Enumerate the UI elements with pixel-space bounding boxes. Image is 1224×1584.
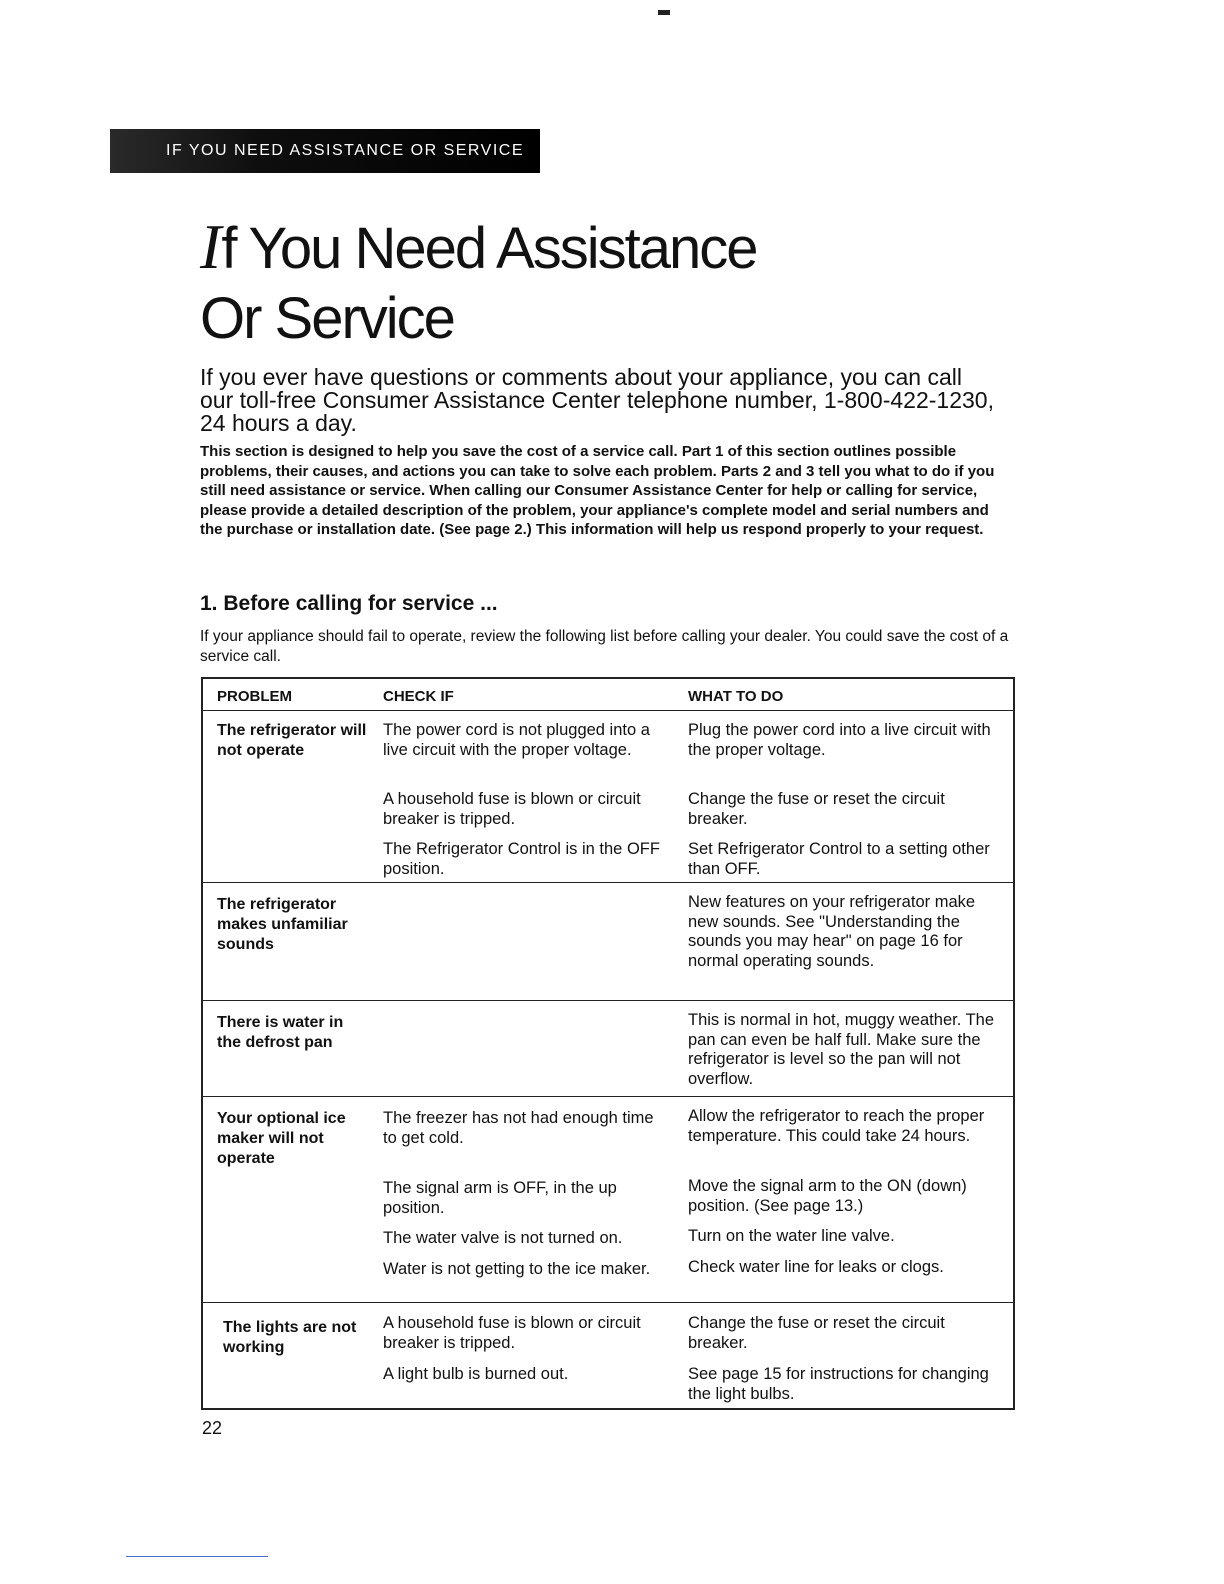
check-cell: The Refrigerator Control is in the OFF position. <box>383 840 660 878</box>
action-cell: This is normal in hot, muggy weather. The pan can even be half full. Make sure the refrigerator is level so the pan will not overflow. <box>688 1011 995 1088</box>
header-problem: PROBLEM <box>217 688 292 705</box>
problem-label: The refrigerator will not operate <box>217 722 367 759</box>
check-cell: The water valve is not turned on. <box>383 1229 623 1247</box>
problem-label: There is water in the defrost pan <box>217 1014 344 1051</box>
problem-group <box>203 883 1013 1001</box>
troubleshooting-table <box>201 677 1015 1410</box>
title-line1: f You Need Assistance <box>221 216 757 281</box>
problem-label: Your optional ice maker will not operate <box>217 1110 346 1167</box>
section-banner-label: IF YOU NEED ASSISTANCE OR SERVICE <box>166 142 525 159</box>
section-banner <box>110 129 540 173</box>
check-cell: Water is not getting to the ice maker. <box>383 1260 651 1278</box>
check-cell: A household fuse is blown or circuit breaker is tripped. <box>383 1314 641 1352</box>
section-heading: 1. Before calling for service ... <box>200 592 498 615</box>
title-initial: I <box>200 211 222 282</box>
check-cell: A household fuse is blown or circuit breaker is tripped. <box>383 790 641 828</box>
action-cell: New features on your refrigerator make new sounds. See "Understanding the sounds you may hear" on page 16 for normal operating sounds. <box>688 893 976 970</box>
intro-lead: If you ever have questions or comments about your appliance, you can call our toll-free Consumer Assistance Center telephone number, 1-800-422-1230, 24 hours a day. <box>200 364 994 436</box>
table-header <box>203 679 1013 711</box>
check-cell: The signal arm is OFF, in the up position. <box>383 1179 617 1217</box>
action-cell: Check water line for leaks or clogs. <box>688 1258 944 1276</box>
title-line2: Or Service <box>200 286 454 351</box>
action-cell: Plug the power cord into a live circuit with the proper voltage. <box>688 721 991 759</box>
check-cell: A light bulb is burned out. <box>383 1365 569 1383</box>
action-cell: Move the signal arm to the ON (down) position. (See page 13.) <box>688 1177 967 1215</box>
action-cell: Change the fuse or reset the circuit breaker. <box>688 1314 945 1352</box>
scan-mark <box>658 10 670 15</box>
intro-body: This section is designed to help you save the cost of a service call. Part 1 of this section outlines possible problems, their causes, and actions you can take to solve each problem. Parts 2 and 3 tell you what to do if you still need assistance or service. When calling our Consumer Assistance Center for help or calling for service, please provide a detailed description of the problem, your appliance's complete model and serial numbers and the purchase or installation date. (See page 2.) This information will help us respond properly to your request. <box>200 443 995 539</box>
bottom-rule <box>126 1556 268 1557</box>
action-cell: Set Refrigerator Control to a setting other than OFF. <box>688 840 990 878</box>
action-cell: Change the fuse or reset the circuit breaker. <box>688 790 945 828</box>
problem-group <box>203 1097 1013 1303</box>
header-check: CHECK IF <box>383 688 454 705</box>
page-title <box>200 212 1000 354</box>
section-intro: If your appliance should fail to operate, review the following list before calling your dealer. You could save the cost of a service call. <box>200 628 1009 665</box>
action-cell: Turn on the water line valve. <box>688 1227 895 1245</box>
problem-group <box>203 711 1013 883</box>
action-cell: Allow the refrigerator to reach the proper temperature. This could take 24 hours. <box>688 1107 985 1145</box>
problem-group <box>203 1303 1013 1408</box>
action-cell: See page 15 for instructions for changing the light bulbs. <box>688 1365 989 1403</box>
problem-group <box>203 1001 1013 1097</box>
page-number: 22 <box>202 1418 223 1438</box>
header-action: WHAT TO DO <box>688 688 784 705</box>
check-cell: The power cord is not plugged into a live circuit with the proper voltage. <box>383 721 650 759</box>
problem-label: The lights are not working <box>223 1319 357 1356</box>
problem-label: The refrigerator makes unfamiliar sounds <box>217 896 348 953</box>
check-cell: The freezer has not had enough time to get cold. <box>383 1109 654 1147</box>
